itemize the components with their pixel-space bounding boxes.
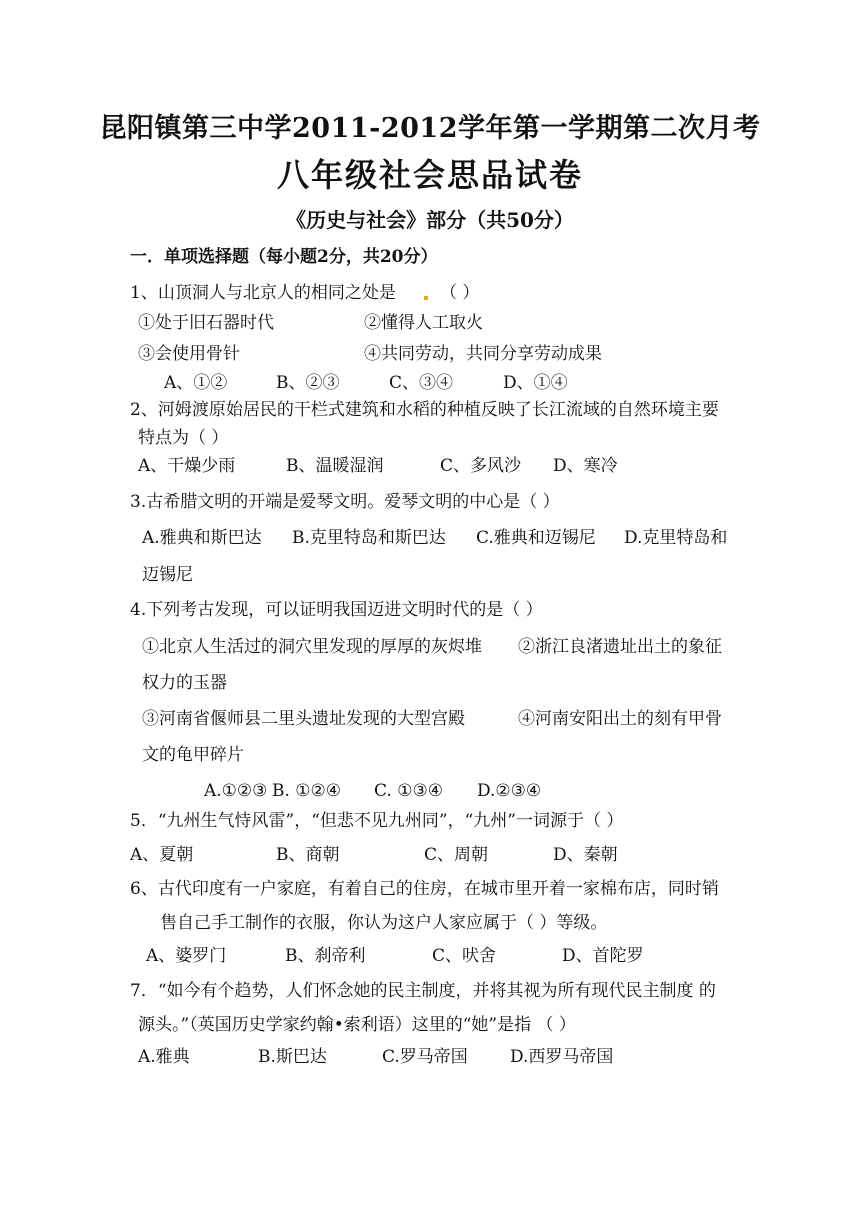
q5-choice-a: A、夏朝	[130, 845, 194, 865]
q2-choice-d: D、寒冷	[553, 456, 618, 476]
q1-choice-d: D、①④	[503, 373, 568, 393]
q7-choice-c: C.罗马帝国	[382, 1047, 468, 1067]
q1-choice-b: B、②③	[276, 373, 340, 393]
q4-choice-c: C. ①③④	[374, 781, 443, 801]
q3-stem: 3.古希腊文明的开端是爱琴文明。爱琴文明的中心是（ ）	[130, 492, 560, 512]
q6-choice-b: B、刹帝利	[285, 946, 366, 966]
q4-option-4-cont: 文的龟甲碎片	[142, 745, 244, 765]
q7-choice-a: A.雅典	[138, 1047, 190, 1067]
q1-option-1: ①处于旧石器时代	[138, 313, 274, 333]
q5-choice-d: D、秦朝	[553, 845, 618, 865]
q3-choice-d-cont: 迈锡尼	[142, 565, 193, 585]
q4-option-2-cont: 权力的玉器	[142, 673, 227, 693]
q5-stem: 5．“九州生气恃风雷”，“但悲不见九州同”，“九州”一词源于（ ）	[130, 811, 624, 831]
q4-choice-a: A.①②③	[204, 781, 268, 801]
q6-choice-a: A、婆罗门	[146, 946, 227, 966]
q6-stem-line1: 6、古代印度有一户家庭，有着自己的住房，在城市里开着一家棉布店，同时销	[130, 879, 719, 899]
q5-choice-b: B、商朝	[276, 845, 340, 865]
q7-stem-line2: 源头。”（英国历史学家约翰•索利语）这里的“她”是指 （ ）	[138, 1015, 576, 1035]
q1-option-3: ③会使用骨针	[138, 344, 240, 364]
q2-stem-line1: 2、河姆渡原始居民的干栏式建筑和水稻的种植反映了长江流域的自然环境主要	[130, 400, 719, 420]
q7-stem-line1: 7．“如今有个趋势，人们怀念她的民主制度，并将其视为所有现代民主制度 的	[130, 981, 716, 1001]
q4-stem: 4.下列考古发现，可以证明我国迈进文明时代的是（ ）	[130, 600, 543, 620]
highlight-dot	[424, 296, 428, 300]
q6-choice-c: C、吠舍	[432, 946, 497, 966]
q1-stem: 1、山顶洞人与北京人的相同之处是	[130, 283, 396, 303]
q4-choice-b: B. ①②④	[272, 781, 342, 801]
q3-choice-c: C.雅典和迈锡尼	[476, 528, 596, 548]
q1-choice-c: C、③④	[389, 373, 454, 393]
q2-choice-a: A、干燥少雨	[138, 456, 236, 476]
section-heading: 一．单项选择题（每小题2分，共20分）	[130, 247, 438, 267]
q3-choice-b: B.克里特岛和斯巴达	[292, 528, 446, 548]
q2-choice-c: C、多风沙	[440, 456, 522, 476]
q3-choice-d: D.克里特岛和	[624, 528, 728, 548]
q1-option-2: ②懂得人工取火	[364, 313, 483, 333]
q1-paren: （ ）	[440, 283, 480, 303]
q5-choice-c: C、周朝	[424, 845, 489, 865]
q7-choice-b: B.斯巴达	[258, 1047, 327, 1067]
exam-title: 八年级社会思品试卷	[276, 156, 583, 194]
q4-option-2: ②浙江良渚遗址出土的象征	[518, 637, 722, 657]
q7-choice-d: D.西罗马帝国	[510, 1047, 614, 1067]
q4-option-3: ③河南省偃师县二里头遗址发现的大型宫殿	[142, 709, 465, 729]
q3-choice-a: A.雅典和斯巴达	[142, 528, 262, 548]
q4-option-4: ④河南安阳出土的刻有甲骨	[518, 709, 722, 729]
q6-stem-line2: 售自己手工制作的衣服，你认为这户人家应属于（ ）等级。	[160, 913, 608, 933]
q2-choice-b: B、温暖湿润	[286, 456, 384, 476]
q4-option-1: ①北京人生活过的洞穴里发现的厚厚的灰烬堆	[142, 637, 482, 657]
q6-choice-d: D、首陀罗	[562, 946, 644, 966]
q1-option-4: ④共同劳动，共同分享劳动成果	[364, 344, 602, 364]
q4-choice-d: D.②③④	[477, 781, 542, 801]
q1-choice-a: A、①②	[164, 373, 228, 393]
q2-stem-line2: 特点为（ ）	[138, 428, 229, 448]
part-title: 《历史与社会》部分（共50分）	[286, 208, 574, 232]
school-title: 昆阳镇第三中学2011-2012学年第一学期第二次月考	[99, 113, 761, 144]
